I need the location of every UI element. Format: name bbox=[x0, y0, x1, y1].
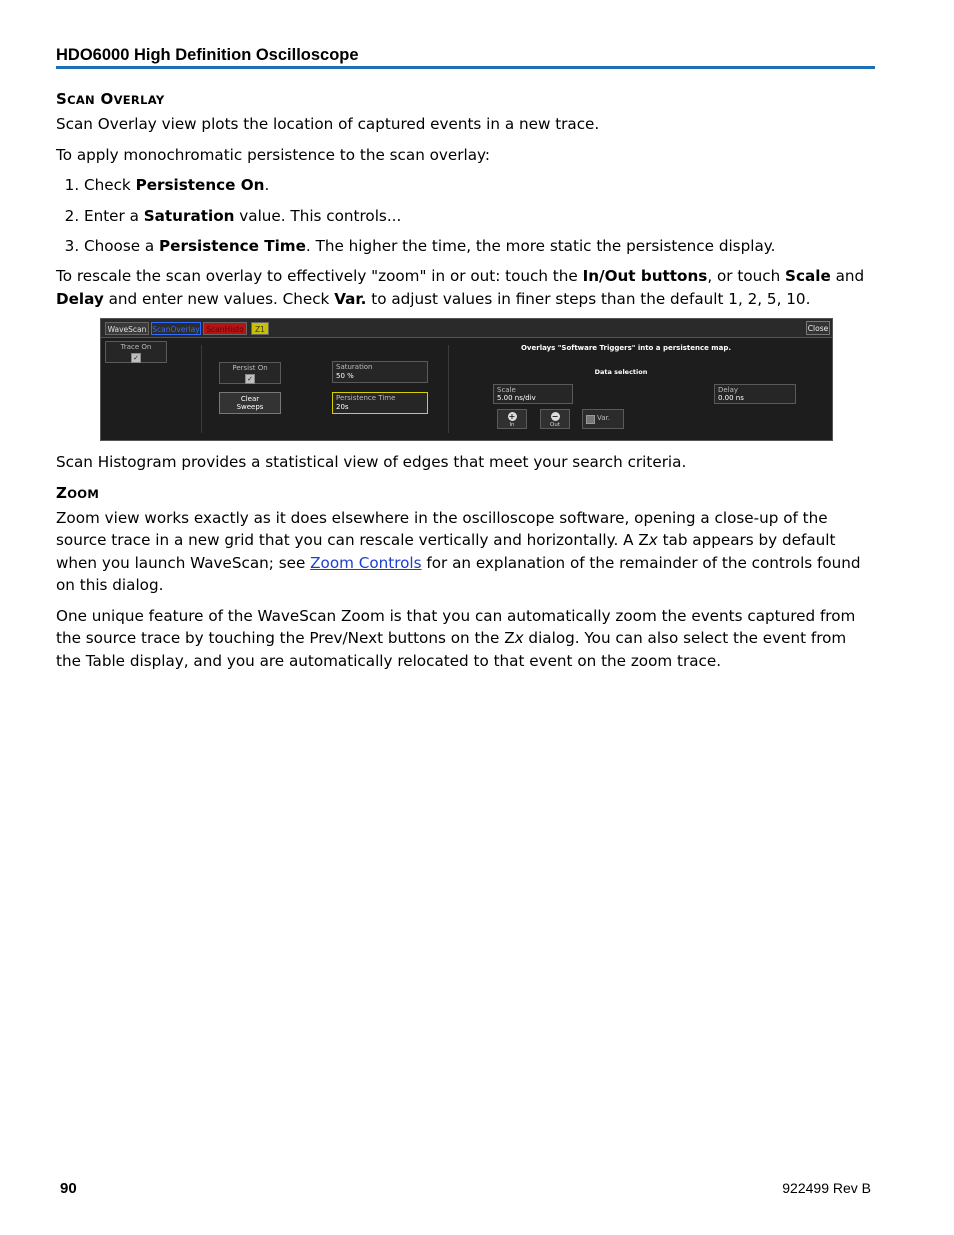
page-number: 90 bbox=[60, 1180, 77, 1197]
step-1: 1. Check Persistence On. bbox=[84, 174, 871, 196]
tab-scan-histo[interactable]: ScanHisto bbox=[203, 322, 247, 335]
data-selection-label: Data selection bbox=[594, 368, 648, 377]
heading-rest2: VERLAY bbox=[113, 93, 165, 107]
checkbox-icon bbox=[586, 415, 595, 424]
tab-z1[interactable]: Z1 bbox=[251, 322, 269, 335]
heading-cap: Z bbox=[56, 483, 68, 502]
clear-label: Clear bbox=[240, 395, 260, 404]
page-content bbox=[56, 88, 871, 680]
check-icon: ✓ bbox=[131, 353, 141, 363]
delay-value: 0.00 ns bbox=[718, 394, 744, 403]
plus-icon: + bbox=[508, 412, 516, 422]
zoom-controls-link[interactable]: Zoom Controls bbox=[310, 553, 422, 572]
header-title: HDO6000 High Definition Oscilloscope bbox=[56, 46, 359, 64]
persistence-time-label: Persistence Time bbox=[336, 394, 396, 403]
scan-overlay-apply: To apply monochromatic persistence to the scan overlay: bbox=[56, 145, 491, 164]
steps-list bbox=[56, 174, 871, 257]
out-label: Out bbox=[550, 422, 560, 429]
persistence-time-value: 20s bbox=[336, 403, 349, 412]
scan-overlay-intro: Scan Overlay view plots the location of captured events in a new trace. bbox=[56, 115, 600, 134]
tab-wavescan[interactable]: WaveScan bbox=[105, 322, 149, 335]
page-header bbox=[56, 44, 875, 69]
saturation-label: Saturation bbox=[336, 363, 373, 372]
scan-overlay-dialog bbox=[100, 318, 833, 441]
clear-sweeps-button[interactable] bbox=[219, 392, 281, 414]
dialog-tab-bar bbox=[101, 319, 832, 338]
trace-on-checkbox[interactable] bbox=[105, 341, 167, 363]
in-label: In bbox=[509, 422, 515, 429]
scale-label: Scale bbox=[497, 386, 516, 395]
persist-on-checkbox[interactable] bbox=[219, 362, 281, 384]
overlay-caption: Overlays "Software Triggers" into a persistence map. bbox=[520, 344, 731, 353]
scan-overlay-heading bbox=[56, 88, 871, 111]
delay-field[interactable] bbox=[714, 384, 796, 404]
persistence-time-field[interactable] bbox=[332, 392, 428, 414]
zoom-heading bbox=[56, 482, 871, 505]
check-icon: ✓ bbox=[245, 374, 255, 384]
scan-histogram-paragraph: Scan Histogram provides a statistical view of edges that meet your search criteria. bbox=[56, 453, 687, 472]
close-button[interactable]: Close bbox=[806, 321, 830, 335]
minus-icon: − bbox=[551, 412, 559, 422]
tab-scan-overlay[interactable]: ScanOverlay bbox=[151, 322, 201, 335]
scale-value: 5.00 ns/div bbox=[497, 394, 536, 403]
step-2: 2. Enter a Saturation value. This controls... bbox=[84, 205, 871, 227]
divider-2 bbox=[448, 345, 449, 433]
heading-rest: CAN bbox=[67, 93, 95, 107]
persist-on-label: Persist On bbox=[232, 364, 268, 373]
zoom-out-button[interactable] bbox=[540, 409, 570, 429]
saturation-field[interactable] bbox=[332, 361, 428, 383]
delay-label: Delay bbox=[718, 386, 739, 395]
zoom-paragraph-2: One unique feature of the WaveScan Zoom is that you can automatically zoom the events captured from the source trace by touching the Prev/Next buttons on the Zx dialog. You can also select the event from the Table display, and you are automatically relocated to that event on the zoom trace. bbox=[56, 606, 856, 670]
document-revision: 922499 Rev B bbox=[782, 1180, 871, 1196]
scale-field[interactable] bbox=[493, 384, 573, 404]
var-checkbox[interactable] bbox=[582, 409, 624, 429]
saturation-value: 50 % bbox=[336, 372, 354, 381]
var-label: Var. bbox=[597, 414, 610, 423]
heading-rest: OOM bbox=[67, 486, 100, 501]
zoom-paragraph-1: Zoom view works exactly as it does elsewhere in the oscilloscope software, opening a close-up of the source trace in a new grid that you can rescale vertically and horizontally. A Zx tab appears by default when you launch WaveScan; see Zoom Controls for an explanation of the remainder of the controls found on this dialog. bbox=[56, 509, 861, 595]
heading-cap2: O bbox=[100, 90, 114, 108]
heading-cap: S bbox=[56, 90, 68, 108]
step-3: 3. Choose a Persistence Time. The higher the time, the more static the persistence display. bbox=[84, 235, 871, 257]
sweeps-label: Sweeps bbox=[236, 403, 264, 412]
rescale-paragraph: To rescale the scan overlay to effectively "zoom" in or out: touch the In/Out buttons, or touch Scale and Delay and enter new values. Check Var. to adjust values in finer steps than the default 1, 2, 5, 10. bbox=[56, 267, 865, 308]
divider-1 bbox=[201, 345, 202, 433]
zoom-in-button[interactable] bbox=[497, 409, 527, 429]
trace-on-label: Trace On bbox=[120, 343, 152, 352]
